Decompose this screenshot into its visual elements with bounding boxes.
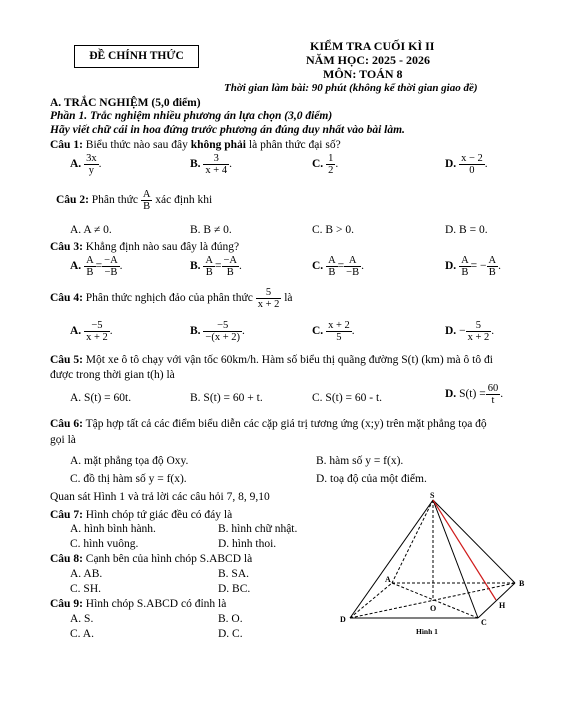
q1-label: Câu 1: (50, 139, 83, 151)
q1-option-b: B. $\frac{3}{x + 4}$ . (190, 153, 232, 177)
label-o: O (430, 604, 437, 613)
apothem-sh (433, 500, 496, 600)
q8-option-d: D. BC. (218, 583, 251, 595)
q6-option-d: D. toạ độ của một điểm. (316, 473, 427, 485)
pyramid-edges (350, 500, 515, 618)
edge-sb (433, 500, 515, 583)
edge-sa (392, 500, 433, 583)
q1-text-end: là phân thức đại số? (248, 139, 341, 151)
q3-option-a: A. $\frac{A}{B}$ = $\frac{-A}{-B}$ . (70, 255, 123, 279)
question-1 (50, 139, 341, 152)
q4-option-a: A. $\frac{-5}{x + 2}$ . (70, 320, 113, 344)
label-a: A (385, 575, 391, 584)
q6-option-c: C. đồ thị hàm số y = f(x). (70, 473, 187, 485)
q9-option-d: D. C. (218, 628, 243, 640)
q4-option-b: B. $\frac{-5}{-(x + 2)}$ . (190, 320, 245, 344)
q1-option-a: A. $\frac{3x}{y}$ . (70, 153, 102, 177)
q2-option-d: D. B = 0. (445, 224, 488, 236)
q1-bold: không phải (190, 139, 247, 151)
school-year: NĂM HỌC: 2025 - 2026 (306, 53, 430, 67)
label-h: H (499, 601, 506, 610)
q7-option-b: B. hình chữ nhật. (218, 523, 298, 535)
q3-option-b: B. $\frac{A}{B}$ = $\frac{-A}{B}$ . (190, 255, 242, 279)
edge-cb (478, 583, 515, 618)
observe-note: Quan sát Hình 1 và trả lời các câu hỏi 7, 8, 9,10 (50, 491, 270, 503)
question-3: Câu 3: Khẳng định nào sau đây là đúng? (50, 241, 240, 253)
q7-option-c: C. hình vuông. (70, 538, 139, 550)
section-title: A. TRẮC NGHIỆM (5,0 điểm) (50, 97, 201, 109)
edge-sd (350, 500, 433, 618)
question-6-cont: gọi là (50, 434, 76, 446)
question-2: Câu 2: Phân thức $\frac{A}{B}$ xác định khi (56, 189, 213, 213)
q2-option-a: A. A ≠ 0. (70, 224, 112, 236)
q2-option-c: C. B > 0. (312, 224, 354, 236)
label-b: B (519, 579, 525, 588)
q9-option-a: A. S. (70, 613, 94, 625)
subject: MÔN: TOÁN 8 (323, 67, 403, 81)
exam-title: KIỂM TRA CUỐI KÌ II (310, 39, 435, 53)
label-s: S (430, 491, 435, 500)
q4-option-d: D. − $\frac{5}{x + 2}$ . (445, 320, 495, 344)
q4-option-c: C. $\frac{x + 2}{5}$ . (312, 320, 355, 344)
q8-option-c: C. SH. (70, 583, 101, 595)
q5-option-d: D. S(t) = $\frac{60}{t}$ . (445, 383, 504, 407)
q3-option-c: C. $\frac{A}{B}$ = $\frac{A}{-B}$ . (312, 255, 364, 279)
figure-caption: Hình 1 (416, 627, 438, 636)
edge-sc (433, 500, 478, 618)
pyramid-figure (330, 490, 530, 640)
part1-title: Phần 1. Trắc nghiệm nhiều phương án lựa chọn (3,0 điểm) (50, 110, 333, 122)
q1-option-d: D. $\frac{x - 2}{0}$ . (445, 153, 488, 177)
q2-option-b: B. B ≠ 0. (190, 224, 232, 236)
duration: Thời gian làm bài: 90 phút (không kể thời gian giao đề) (224, 82, 478, 94)
q1-option-c: C. $\frac{1}{2}$ . (312, 153, 339, 177)
q8-option-a: A. AB. (70, 568, 103, 580)
question-5-cont: được trong thời gian t(h) là (50, 369, 175, 381)
q5-option-c: C. S(t) = 60 - t. (312, 392, 383, 404)
question-5: Câu 5: Một xe ô tô chạy với vận tốc 60km/h. Hàm số biểu thị quãng đường S(t) (km) mà ô tô đi (50, 354, 493, 366)
question-6: Câu 6: Tập hợp tất cả các điểm biểu diễn các cặp giá trị tương ứng (x;y) trên mặt phẳng tọa độ (50, 418, 487, 430)
official-badge: ĐỀ CHÍNH THỨC (74, 45, 199, 68)
q9-option-c: C. A. (70, 628, 94, 640)
q7-option-a: A. hình bình hành. (70, 523, 156, 535)
question-8: Câu 8: Cạnh bên của hình chóp S.ABCD là (50, 553, 253, 565)
label-c: C (481, 618, 487, 627)
q9-option-b: B. O. (218, 613, 243, 625)
q6-option-b: B. hàm số y = f(x). (316, 455, 404, 467)
q1-text: Biểu thức nào sau đây (85, 139, 188, 151)
q8-option-b: B. SA. (218, 568, 249, 580)
q7-option-d: D. hình thoi. (218, 538, 277, 550)
question-4: Câu 4: Phân thức nghịch đảo của phân thức $\frac{5}{x + 2}$ là (50, 287, 293, 311)
question-9: Câu 9: Hình chóp S.ABCD có đỉnh là (50, 598, 227, 610)
q5-option-b: B. S(t) = 60 + t. (190, 392, 263, 404)
question-7: Câu 7: Hình chóp tứ giác đều có đáy là (50, 509, 233, 521)
label-d: D (340, 615, 346, 624)
instruction: Hãy viết chữ cái in hoa đứng trước phương án đúng duy nhất vào bài làm. (50, 124, 405, 136)
q5-option-a: A. S(t) = 60t. (70, 392, 132, 404)
q6-option-a: A. mặt phẳng tọa độ Oxy. (70, 455, 189, 467)
q3-option-d: D. $\frac{A}{B}$ = − $\frac{A}{B}$ . (445, 255, 501, 279)
